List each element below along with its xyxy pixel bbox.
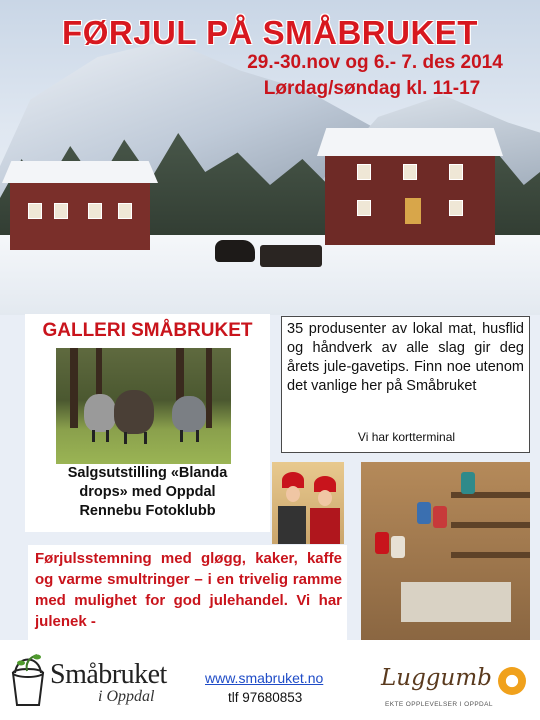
gallery-title: GALLERI SMÅBRUKET xyxy=(42,320,253,341)
christmas-text: Førjulsstemning med gløgg, kaker, kaffe og varme smultringer – i en trivelig ramme med mulighet for god julehandel. Vi har julenek - xyxy=(35,550,342,630)
luggumb-tagline: EKTE OPPLEVELSER I OPPDAL xyxy=(385,701,493,708)
sheep-photo xyxy=(56,348,231,464)
card-terminal-note: Vi har kortterminal xyxy=(357,430,456,444)
house-left xyxy=(10,175,150,250)
website-link[interactable]: www.smabruket.no xyxy=(205,670,324,686)
poster-title: FØRJUL PÅ SMÅBRUKET xyxy=(62,14,478,51)
info-text: 35 produsenter av lokal mat, husflid og håndverk av alle slag gir deg årets jule-gavetips. Finn noe utenom det vanlige her på Småbruket xyxy=(287,321,524,394)
bucket-icon xyxy=(7,653,49,708)
smabruket-logo-place: i Oppdal xyxy=(98,688,155,705)
caption-line: Rennebu Fotoklubb xyxy=(79,503,216,519)
smabruket-logo-name: Småbruket xyxy=(50,659,167,690)
gallery-caption xyxy=(25,464,270,521)
caption-line: drops» med Oppdal xyxy=(79,484,216,500)
event-dates: 29.-30.nov og 6.- 7. des 2014 xyxy=(247,52,503,73)
footer xyxy=(0,640,540,720)
sleigh xyxy=(260,245,322,267)
phone-number: tlf 97680853 xyxy=(228,690,303,705)
sun-logo-icon xyxy=(498,667,526,695)
house-right xyxy=(325,150,495,245)
horse xyxy=(215,240,255,262)
caption-line: Salgsutstilling «Blanda xyxy=(67,465,228,481)
luggumb-wordmark: Luggumb xyxy=(381,665,492,691)
elves-photo xyxy=(272,462,344,544)
luggumb-logo xyxy=(373,657,530,715)
christmas-box xyxy=(28,545,347,640)
gallery-panel xyxy=(25,314,270,532)
opening-hours: Lørdag/søndag kl. 11-17 xyxy=(263,78,481,99)
shop-table xyxy=(401,582,511,622)
shop-photo xyxy=(361,462,530,642)
info-box xyxy=(281,316,530,453)
